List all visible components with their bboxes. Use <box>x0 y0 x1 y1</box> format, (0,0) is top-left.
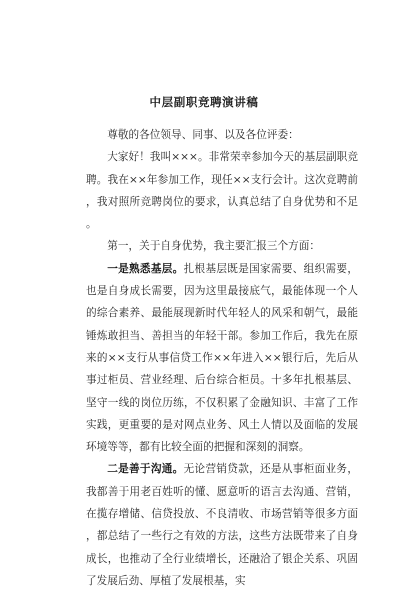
paragraph-section-heading <box>86 235 358 257</box>
paragraph-text: 无论营销贷款，还是从事柜面业务，我都善于用老百姓听的懂、愿意听的语言去沟通、营销，在揽存增储、信贷投放、不良清收、市场营销等很多方面，都总结了一些行之有效的方法，这些方法既带来了自身成长，也推动了全行业绩增长，还融洽了银企关系、巩固了发展后劲、厚植了发展根基，实 <box>86 463 358 587</box>
document-title: 中层副职竞聘演讲稿 <box>149 95 259 109</box>
paragraph-text: 第一，关于自身优势，我主要汇报三个方面： <box>107 240 321 253</box>
paragraph-text: 大家好！我叫×××。非常荣幸参加今天的基层副职竞聘。我在××年参加工作，现任××支行会计。这次竞聘前，我对照所竞聘岗位的要求，认真总结了自身优势和不足。 <box>86 151 358 231</box>
document-body <box>86 124 358 592</box>
paragraph-point-two <box>86 458 358 592</box>
paragraph-text: 尊敬的各位领导、同事、以及各位评委： <box>107 129 299 141</box>
paragraph-intro <box>86 146 358 235</box>
paragraph-greeting <box>86 124 358 146</box>
paragraph-lead: 二是善于沟通。 <box>107 463 184 476</box>
paragraph-point-one <box>86 258 358 459</box>
paragraph-lead: 一是熟悉基层。 <box>107 262 184 275</box>
paragraph-text: 扎根基层既是国家需要、组织需要，也是自身成长需要，因为这里最接底气，最能体现一个人的综合素养、最能展现新时代年轻人的风采和朝气，最能锤炼敢担当、善担当的年轻干部。参加工作后，我先在原来的××支行从事信贷工作××年进入××银行后，先后从事过柜员、营业经理、后台综合柜员。十多年扎根基层、坚守一线的岗位历练，不仅积累了金融知识、丰富了工作实践，更重要的是对网点业务、风土人情以及面临的发展环境等等，都有比较全面的把握和深刻的洞察。 <box>86 262 358 454</box>
